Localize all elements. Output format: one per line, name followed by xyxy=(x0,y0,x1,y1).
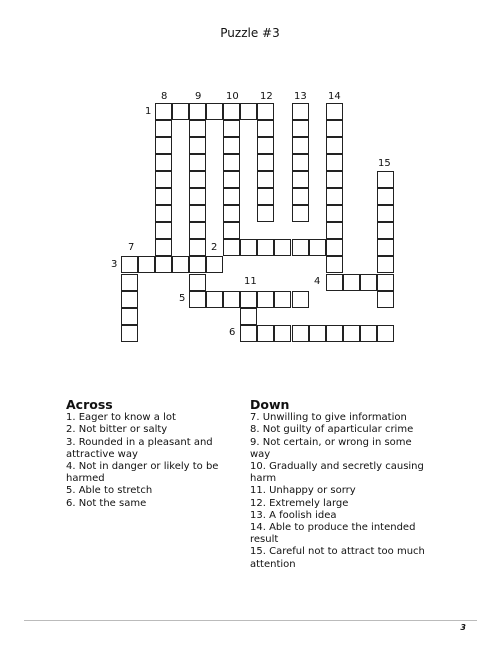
clue-number-5: 5 xyxy=(179,293,186,304)
grid-cell[interactable] xyxy=(206,256,223,273)
grid-cell[interactable] xyxy=(292,325,309,342)
grid-cell[interactable] xyxy=(360,274,377,291)
clue-number-3: 3 xyxy=(111,259,118,270)
grid-cell[interactable] xyxy=(223,137,240,154)
grid-cell[interactable] xyxy=(189,222,206,239)
grid-cell[interactable] xyxy=(326,256,343,273)
grid-cell[interactable] xyxy=(223,239,240,256)
grid-cell[interactable] xyxy=(223,291,240,308)
down-clue: 8. Not guilty of aparticular crime xyxy=(250,424,414,436)
down-clue: 10. Gradually and secretly causing harm xyxy=(250,461,424,485)
across-clue: 5. Able to stretch xyxy=(66,485,153,497)
grid-cell[interactable] xyxy=(377,274,394,291)
grid-cell[interactable] xyxy=(326,154,343,171)
grid-cell[interactable] xyxy=(292,154,309,171)
grid-cell[interactable] xyxy=(121,256,138,273)
grid-cell[interactable] xyxy=(360,325,377,342)
grid-cell[interactable] xyxy=(189,274,206,291)
grid-cell[interactable] xyxy=(377,205,394,222)
grid-cell[interactable] xyxy=(189,188,206,205)
grid-cell[interactable] xyxy=(189,291,206,308)
grid-cell[interactable] xyxy=(343,325,360,342)
grid-cell[interactable] xyxy=(189,205,206,222)
grid-cell[interactable] xyxy=(155,222,172,239)
grid-cell[interactable] xyxy=(240,291,257,308)
down-clue: 13. A foolish idea xyxy=(250,509,337,521)
across-clue: 2. Not bitter or salty xyxy=(66,424,168,436)
grid-cell[interactable] xyxy=(155,171,172,188)
grid-cell[interactable] xyxy=(223,205,240,222)
clue-number-12: 12 xyxy=(260,91,273,102)
grid-cell[interactable] xyxy=(309,239,326,256)
grid-cell[interactable] xyxy=(326,239,343,256)
grid-cell[interactable] xyxy=(377,325,394,342)
grid-cell[interactable] xyxy=(223,154,240,171)
down-clue: 7. Unwilling to give information xyxy=(250,412,407,424)
grid-cell[interactable] xyxy=(377,222,394,239)
grid-cell[interactable] xyxy=(257,205,274,222)
grid-cell[interactable] xyxy=(121,308,138,325)
grid-cell[interactable] xyxy=(377,188,394,205)
puzzle-title: Puzzle #3 xyxy=(220,26,280,40)
grid-cell[interactable] xyxy=(189,256,206,273)
clue-number-4: 4 xyxy=(314,276,321,287)
grid-cell[interactable] xyxy=(189,154,206,171)
grid-cell[interactable] xyxy=(189,171,206,188)
grid-cell[interactable] xyxy=(377,256,394,273)
down-clue: 15. Careful not to attract too much attention xyxy=(250,546,425,570)
down-clue: 14. Able to produce the intended result xyxy=(250,522,416,546)
grid-cell[interactable] xyxy=(223,171,240,188)
grid-cell[interactable] xyxy=(257,103,274,120)
grid-cell[interactable] xyxy=(292,291,309,308)
grid-cell[interactable] xyxy=(326,171,343,188)
clue-number-11: 11 xyxy=(244,276,257,287)
grid-cell[interactable] xyxy=(257,120,274,137)
clue-number-7: 7 xyxy=(128,242,135,253)
grid-cell[interactable] xyxy=(206,103,223,120)
grid-cell[interactable] xyxy=(240,325,257,342)
grid-cell[interactable] xyxy=(121,274,138,291)
clue-number-2: 2 xyxy=(211,242,218,253)
grid-cell[interactable] xyxy=(343,274,360,291)
grid-cell[interactable] xyxy=(155,239,172,256)
grid-cell[interactable] xyxy=(292,103,309,120)
footer-divider xyxy=(24,620,477,621)
across-clue: 3. Rounded in a pleasant and attractive way xyxy=(66,436,213,460)
down-clues xyxy=(250,399,435,571)
grid-cell[interactable] xyxy=(155,103,172,120)
grid-cell[interactable] xyxy=(326,103,343,120)
down-clue: 11. Unhappy or sorry xyxy=(250,485,356,497)
grid-cell[interactable] xyxy=(155,256,172,273)
grid-cell[interactable] xyxy=(309,325,326,342)
clue-number-14: 14 xyxy=(328,91,341,102)
clue-number-6: 6 xyxy=(229,327,236,338)
grid-cell[interactable] xyxy=(292,137,309,154)
grid-cell[interactable] xyxy=(223,103,240,120)
grid-cell[interactable] xyxy=(155,205,172,222)
grid-cell[interactable] xyxy=(121,325,138,342)
grid-cell[interactable] xyxy=(292,239,309,256)
grid-cell[interactable] xyxy=(326,222,343,239)
grid-cell[interactable] xyxy=(121,291,138,308)
clue-number-13: 13 xyxy=(294,91,307,102)
grid-cell[interactable] xyxy=(189,103,206,120)
grid-cell[interactable] xyxy=(189,120,206,137)
grid-cell[interactable] xyxy=(326,205,343,222)
grid-cell[interactable] xyxy=(326,274,343,291)
grid-cell[interactable] xyxy=(377,239,394,256)
grid-cell[interactable] xyxy=(206,291,223,308)
grid-cell[interactable] xyxy=(155,120,172,137)
grid-cell[interactable] xyxy=(138,256,155,273)
grid-cell[interactable] xyxy=(274,291,291,308)
grid-cell[interactable] xyxy=(257,171,274,188)
clue-number-9: 9 xyxy=(195,91,202,102)
grid-cell[interactable] xyxy=(240,239,257,256)
grid-cell[interactable] xyxy=(326,325,343,342)
clue-number-15: 15 xyxy=(378,158,391,169)
grid-cell[interactable] xyxy=(257,239,274,256)
grid-cell[interactable] xyxy=(257,291,274,308)
grid-cell[interactable] xyxy=(223,222,240,239)
grid-cell[interactable] xyxy=(189,137,206,154)
clue-number-8: 8 xyxy=(161,91,168,102)
grid-cell[interactable] xyxy=(155,188,172,205)
grid-cell[interactable] xyxy=(292,205,309,222)
grid-cell[interactable] xyxy=(257,137,274,154)
across-heading: Across xyxy=(66,397,113,412)
grid-cell[interactable] xyxy=(377,171,394,188)
grid-cell[interactable] xyxy=(274,239,291,256)
grid-cell[interactable] xyxy=(172,103,189,120)
grid-cell[interactable] xyxy=(257,154,274,171)
grid-cell[interactable] xyxy=(292,171,309,188)
clue-number-10: 10 xyxy=(226,91,239,102)
grid-cell[interactable] xyxy=(274,325,291,342)
grid-cell[interactable] xyxy=(223,188,240,205)
grid-cell[interactable] xyxy=(292,188,309,205)
across-clues xyxy=(66,399,246,510)
across-clue: 1. Eager to know a lot xyxy=(66,412,176,424)
across-clue: 6. Not the same xyxy=(66,497,147,509)
grid-cell[interactable] xyxy=(257,188,274,205)
grid-cell[interactable] xyxy=(240,308,257,325)
grid-cell[interactable] xyxy=(292,120,309,137)
grid-cell[interactable] xyxy=(377,291,394,308)
grid-cell[interactable] xyxy=(189,239,206,256)
grid-cell[interactable] xyxy=(326,188,343,205)
down-clue: 12. Extremely large xyxy=(250,497,349,509)
grid-cell[interactable] xyxy=(223,120,240,137)
down-clue: 9. Not certain, or wrong in some way xyxy=(250,436,412,460)
grid-cell[interactable] xyxy=(326,137,343,154)
grid-cell[interactable] xyxy=(240,103,257,120)
clue-number-1: 1 xyxy=(145,106,152,117)
grid-cell[interactable] xyxy=(326,120,343,137)
page-number: 3 xyxy=(460,623,466,632)
grid-cell[interactable] xyxy=(155,154,172,171)
grid-cell[interactable] xyxy=(172,256,189,273)
grid-cell[interactable] xyxy=(257,325,274,342)
down-heading: Down xyxy=(250,397,290,412)
grid-cell[interactable] xyxy=(155,137,172,154)
across-clue: 4. Not in danger or likely to be harmed xyxy=(66,461,219,485)
